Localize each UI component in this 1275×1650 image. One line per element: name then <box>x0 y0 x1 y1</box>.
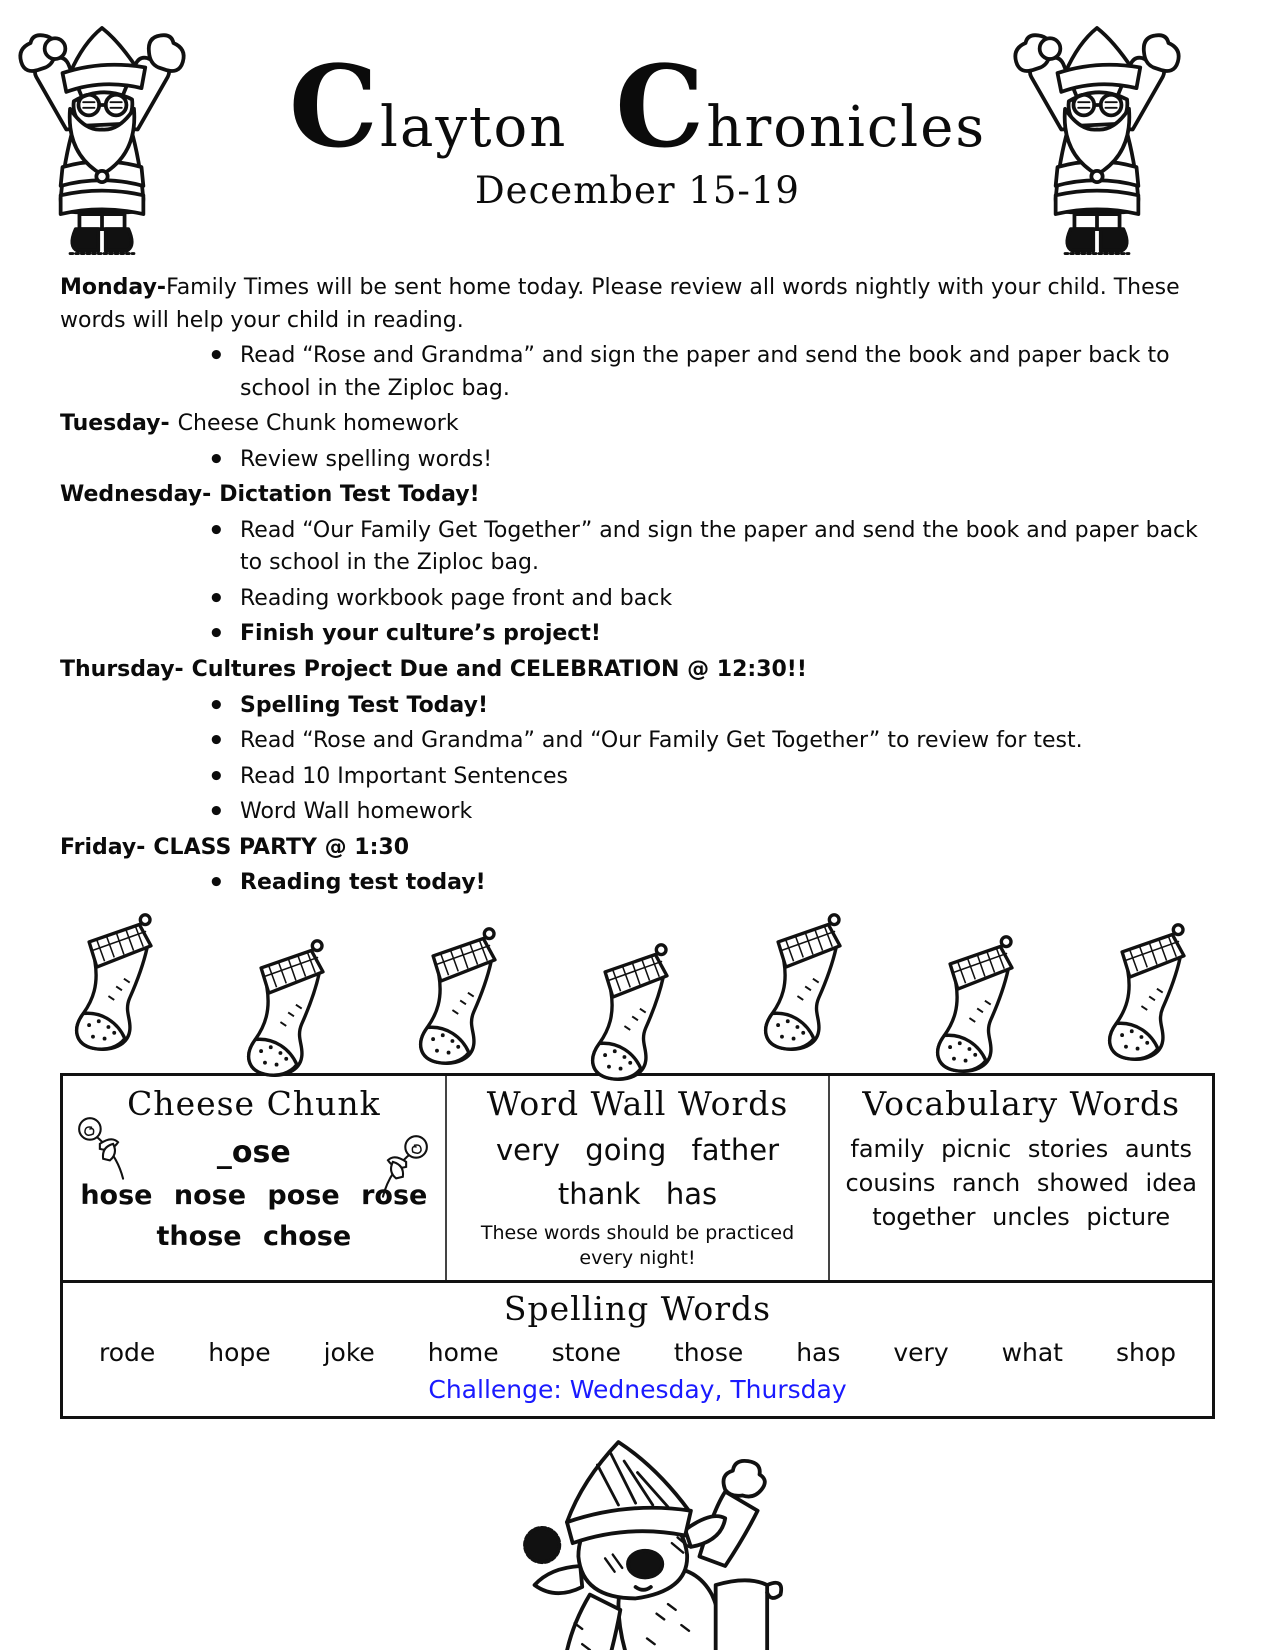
schedule-day-friday <box>60 832 1215 865</box>
word-wall-words: very going father <box>495 1132 780 1167</box>
bullet-text: Read “Rose and Grandma” and sign the paper and send the book and paper back to school in the Ziploc bag. <box>240 343 1170 401</box>
words-table-top-row <box>63 1076 1212 1283</box>
day-text: Family Times will be sent home today. Please review all words nightly with your child. These words will help your child in reading. <box>60 275 1180 333</box>
word-wall-note: These words should be practiced every night! <box>480 1221 795 1269</box>
spelling-word: has <box>796 1338 841 1368</box>
tuesday-bullets <box>60 444 1215 477</box>
bullet-item <box>206 761 1205 794</box>
schedule-day-thursday <box>60 654 1215 687</box>
word-wall-cell <box>445 1076 829 1280</box>
spelling-words-row <box>75 1328 1200 1367</box>
day-label: Wednesday- <box>60 482 212 508</box>
wednesday-bullets <box>60 515 1215 651</box>
spelling-words-heading: Spelling Words <box>503 1289 772 1329</box>
santa-icon <box>8 12 196 262</box>
word-wall-words: thank has <box>557 1176 718 1211</box>
bullet-item <box>206 583 1205 616</box>
vocabulary-heading: Vocabulary Words <box>862 1083 1181 1123</box>
bullet-item <box>206 690 1205 723</box>
bullet-text: Word Wall homework <box>240 799 473 825</box>
vocabulary-words <box>840 1135 1202 1231</box>
cheese-chunk-cell <box>63 1076 445 1280</box>
word-wall-heading: Word Wall Words <box>486 1083 789 1123</box>
cheese-chunk-heading: Cheese Chunk <box>127 1083 381 1123</box>
stocking-icon <box>66 911 176 1056</box>
day-label: Thursday- <box>60 657 184 683</box>
schedule-day-tuesday <box>60 408 1215 441</box>
bullet-text: Reading test today! <box>240 870 486 896</box>
bullet-text: Review spelling words! <box>240 446 493 472</box>
schedule-day-monday <box>60 272 1215 337</box>
weekly-schedule <box>60 272 1215 900</box>
monday-bullets <box>60 340 1215 405</box>
bullet-item <box>206 867 1205 900</box>
vocabulary-line: cousins ranch showed idea <box>845 1168 1197 1197</box>
friday-bullets <box>60 867 1215 900</box>
day-text: Cheese Chunk homework <box>177 411 459 437</box>
rose-icon <box>75 1110 133 1186</box>
bullet-text: Reading workbook page front and back <box>240 585 673 611</box>
stocking-icon <box>927 933 1037 1078</box>
stocking-icon <box>410 925 520 1070</box>
date-range: December 15-19 <box>475 169 800 212</box>
vocabulary-cell <box>828 1076 1212 1280</box>
bullet-text: Spelling Test Today! <box>240 692 488 718</box>
bullet-text: Read 10 Important Sentences <box>240 763 568 789</box>
thursday-bullets <box>60 690 1215 829</box>
spelling-word: rode <box>99 1338 156 1368</box>
bullet-text: Finish your culture’s project! <box>240 621 601 647</box>
day-label: Monday- <box>60 275 167 300</box>
spelling-word: very <box>893 1338 949 1368</box>
words-table <box>60 1073 1215 1419</box>
rose-icon <box>373 1128 431 1204</box>
day-text: Dictation Test Today! <box>219 482 480 508</box>
day-label: Friday- <box>60 834 146 860</box>
elf-icon <box>475 1423 800 1650</box>
vocabulary-line: family picnic stories aunts <box>850 1134 1192 1163</box>
bullet-item <box>206 796 1205 829</box>
stockings-divider <box>0 903 1275 1063</box>
bullet-text: Read “Rose and Grandma” and “Our Family Get Together” to review for test. <box>240 728 1083 754</box>
bullet-item <box>206 444 1205 477</box>
schedule-day-wednesday <box>60 479 1215 512</box>
spelling-word: home <box>427 1338 499 1368</box>
stocking-icon <box>238 937 348 1082</box>
cheese-chunk-pattern: _ose <box>216 1134 291 1170</box>
stocking-icon <box>582 941 692 1086</box>
stocking-icon <box>755 911 865 1056</box>
spelling-word: what <box>1001 1338 1063 1368</box>
title-word: Chronicles <box>615 42 987 173</box>
bullet-item <box>206 340 1205 405</box>
spelling-word: hope <box>208 1338 271 1368</box>
spelling-word: stone <box>551 1338 621 1368</box>
stocking-icon <box>1099 921 1209 1066</box>
day-text: Cultures Project Due and CELEBRATION @ 12:30!! <box>191 657 807 683</box>
santa-icon <box>1003 12 1191 262</box>
spelling-word: those <box>673 1338 744 1368</box>
spelling-word: shop <box>1115 1338 1176 1368</box>
day-label: Tuesday- <box>60 411 170 437</box>
bullet-item <box>206 618 1205 651</box>
cheese-chunk-words: hose nose pose rose <box>80 1179 428 1211</box>
header <box>0 0 1275 268</box>
challenge-line: Challenge: Wednesday, Thursday <box>428 1375 847 1405</box>
title-word: Clayton <box>288 42 568 173</box>
bullet-item <box>206 515 1205 580</box>
footer <box>0 1423 1275 1650</box>
bullet-text: Read “Our Family Get Together” and sign the paper and send the book and paper back to school in the Ziploc bag. <box>240 517 1198 576</box>
spelling-words-section <box>63 1283 1212 1416</box>
cheese-chunk-words: those chose <box>156 1220 352 1252</box>
vocabulary-line: together uncles picture <box>872 1202 1171 1231</box>
bullet-item <box>206 725 1205 758</box>
spelling-word: joke <box>323 1338 375 1368</box>
day-text: CLASS PARTY @ 1:30 <box>153 834 410 860</box>
